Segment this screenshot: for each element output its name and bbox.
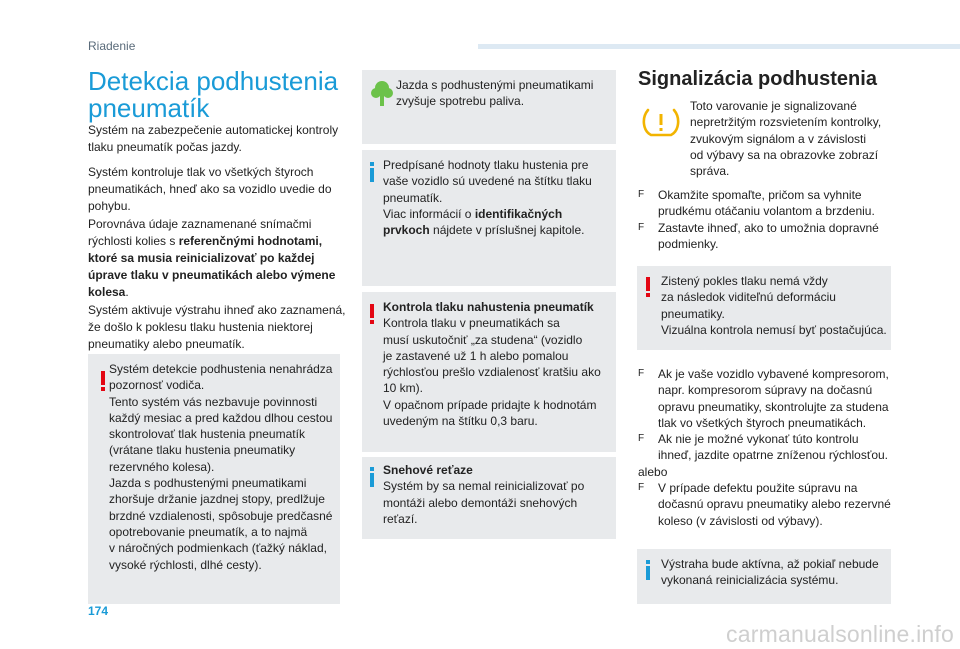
list-item: F V prípade defektu použite súpravu na dočasnú opravu pneumatiky alebo rezervné koleso (v závislosti od výbavy). [638,481,891,528]
tire-pressure-warning-icon [641,108,681,138]
section-header: Riadenie [88,39,136,53]
warning-icon [646,277,650,297]
page-number: 174 [88,604,109,618]
list-item: F Okamžite spomaľte, pričom sa vyhnite prudkému otáčaniu volantom a brzdeniu. [638,188,875,219]
bullet-icon: F [638,482,645,494]
bullet-icon: F [638,221,645,233]
info-box-snow-chains: Snehové reťaze Systém by sa nemal reinicializovať po montáži alebo demontáži snehových reťazí. [362,457,616,539]
warning-box-left: Systém detekcie podhustenia nenahrádza pozornosť vodiča. Tento systém vás nezbavuje povinnosti každý mesiac a pred každou dlhou cestou skontrolovať tlak hustenia pneumatík (vrátane tlaku hustenia pneumatiky rezervného kolesa). Jazda s podhustenými pneumatikami zhoršuje držanie jazdnej stopy, predlžuje brzdné vzdialenosti, spôsobuje predčasné opotrebovanie pneumatík, a to najmä v náročných podmienkach (ťažký náklad, vysoké rýchlosti, dlhé cesty). [88,354,340,604]
info-icon [370,467,374,487]
info-box-right: Výstraha bude aktívna, až pokiaľ nebude vykonaná reinicializácia systému. [637,549,891,604]
signal-description: Toto varovanie je signalizované nepretržitým rozsvietením kontrolky, zvukovým signálom a v závislosti od výbavy sa na obrazovke zobrazí správa. [690,99,882,179]
warning-box-pressure-check: Kontrola tlaku nahustenia pneumatík Kontrola tlaku v pneumatikách sa musí uskutočniť „za studena“ (vozidlo je zastavené už 1 h alebo pomalou rýchlosťou prešlo vzdialenosť kratšiu ako 10 km). V opačnom prípade pridajte k hodnotám uvedeným na štítku 0,3 baru. [362,292,616,452]
bullet-icon: F [638,368,645,379]
warning-icon [370,304,374,324]
system-paragraph: Systém kontroluje tlak vo všetkých štyroch pneumatikách, hneď ako sa vozidlo uvedie do pohybu. Porovnáva údaje zaznamenané snímačmi rýchlosti kolies s referenčnými hodnotami, ktoré sa musia reinicializovať po každej úprave tlaku v pneumatikách alebo výmene kolesa. Systém aktivuje výstrahu ihneď ako zaznamená, že došlo k poklesu tlaku hustenia niektorej pneumatiky alebo pneumatík. [88,165,346,352]
alebo-text: alebo [638,464,668,479]
action-list-2 [638,366,898,529]
info-icon [370,162,374,182]
info-icon [646,560,650,580]
section-title: Detekcia podhustenia pneumatík [88,66,339,123]
bold-text: referenčnými hodnotami, ktoré sa musia reinicializovať po každej úprave tlaku v pneumatikách alebo výmene kolesa [88,233,336,300]
bullet-icon: F [638,189,645,200]
bullet-icon: F [638,433,645,445]
intro-paragraph: Systém na zabezpečenie automatickej kontroly tlaku pneumatík počas jazdy. [88,123,339,155]
signal-title: Signalizácia podhustenia [638,68,877,90]
eco-box: Jazda s podhustenými pneumatikami zvyšuje spotrebu paliva. [362,70,616,144]
watermark-logo: carmanualsonline.info [726,621,954,647]
list-item: F Ak nie je možné vykonať túto kontrolu ihneď, jazdite opatrne zníženou rýchlosťou. [638,432,889,463]
warning-icon [101,371,105,391]
warning-box-right: Zistený pokles tlaku nemá vždy za následok viditeľnú deformáciu pneumatiky. Vizuálna kontrola nemusí byť postačujúca. [637,266,891,350]
info-box-pressure: Predpísané hodnoty tlaku hustenia pre vaše vozidlo sú uvedené na štítku tlaku pneumatík. Viac informácií o identifikačných prvkoch nájdete v príslušnej kapitole. [362,150,616,286]
list-item: F Zastavte ihneď, ako to umožnia dopravné podmienky. [638,220,879,251]
tree-eco-icon [371,80,393,106]
list-item: F Ak je vaše vozidlo vybavené kompresorom, napr. kompresorom súpravy na dočasnú opravu pneumatiky, skontrolujte za studena tlak vo všetkých štyroch pneumatikách. [638,367,889,430]
header-bar [478,44,960,49]
action-list-1 [638,187,898,252]
